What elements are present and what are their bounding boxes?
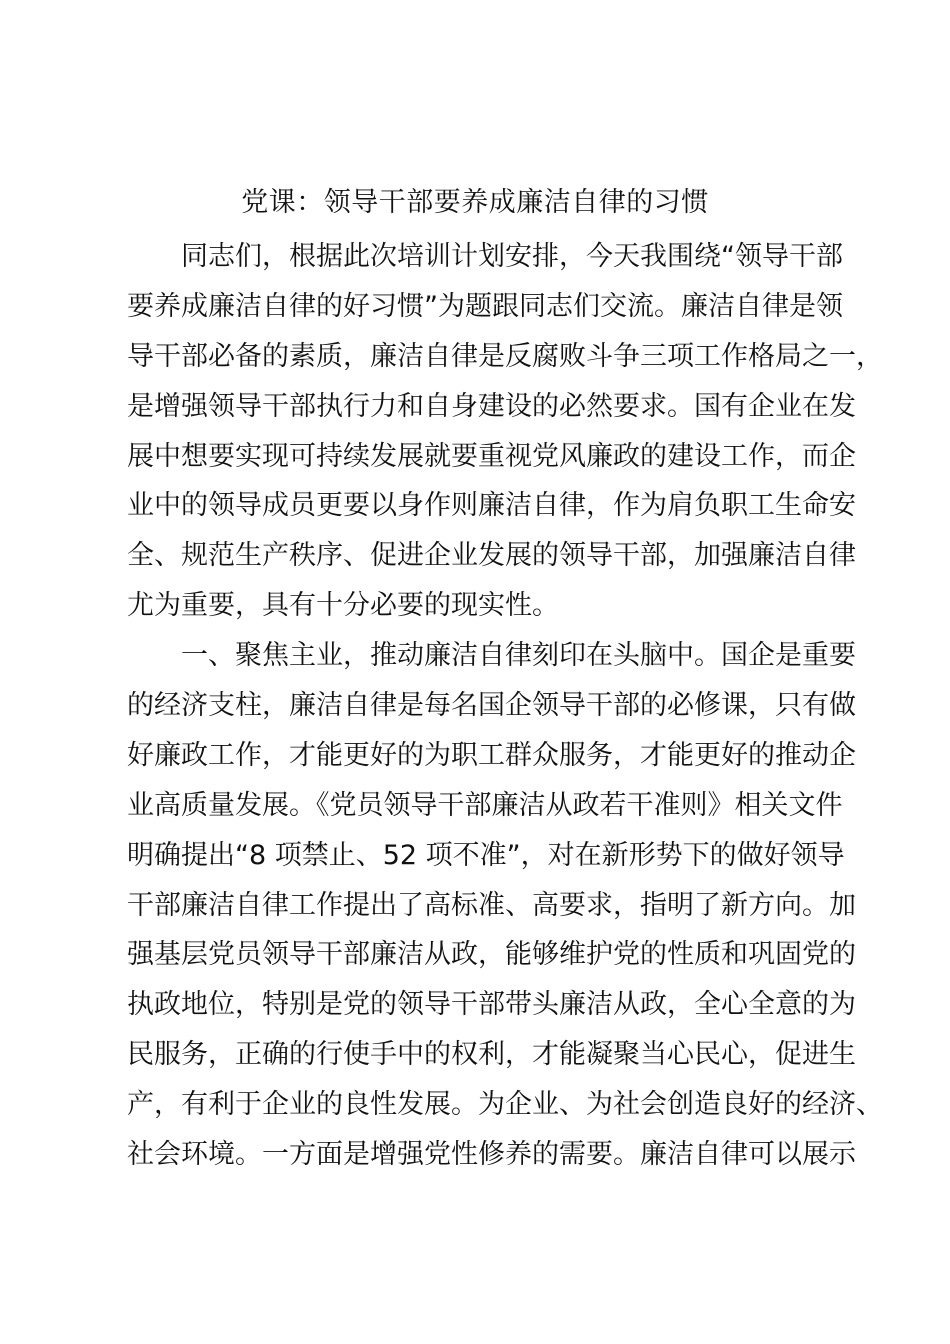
- paragraph-line: 执政地位，特别是党的领导干部带头廉洁从政，全心全意的为: [127, 989, 856, 1021]
- paragraph-line: 展中想要实现可持续发展就要重视党风廉政的建设工作，而企: [127, 440, 856, 472]
- paragraph-line: 尤为重要，具有十分必要的现实性。: [127, 590, 559, 622]
- paragraph-line: 业中的领导成员更要以身作则廉洁自律，作为肩负职工生命安: [127, 490, 856, 522]
- paragraph-line: 业高质量发展。《党员领导干部廉洁从政若干准则》相关文件: [127, 789, 843, 821]
- paragraph-line: 要养成廉洁自律的好习惯”为题跟同志们交流。廉洁自律是领: [127, 290, 843, 322]
- paragraph-line: 民服务，正确的行使手中的权利，才能凝聚当心民心，促进生: [127, 1039, 856, 1071]
- paragraph-line: 是增强领导干部执行力和自身建设的必然要求。国有企业在发: [127, 390, 856, 422]
- paragraph-line: 同志们，根据此次培训计划安排，今天我围绕“领导干部: [181, 241, 843, 272]
- paragraph-line: 社会环境。一方面是增强党性修养的需要。廉洁自律可以展示: [127, 1139, 856, 1171]
- paragraph-line: 一、聚焦主业，推动廉洁自律刻印在头脑中。国企是重要: [181, 640, 856, 672]
- paragraph-line: 的经济支柱，廉洁自律是每名国企领导干部的必修课，只有做: [127, 690, 856, 722]
- paragraph-line: 全、规范生产秩序、促进企业发展的领导干部，加强廉洁自律: [127, 540, 856, 572]
- document-body: [127, 232, 883, 1180]
- paragraph-line: 导干部必备的素质，廉洁自律是反腐败斗争三项工作格局之一，: [127, 340, 883, 372]
- document-title: 党课：领导干部要养成廉洁自律的习惯: [241, 187, 709, 218]
- paragraph-line: 产，有利于企业的良性发展。为企业、为社会创造良好的经济、: [127, 1089, 883, 1121]
- paragraph-line: 干部廉洁自律工作提出了高标准、高要求，指明了新方向。加: [127, 889, 856, 921]
- paragraph-line: 明确提出“8 项禁止、52 项不准”，对在新形势下的做好领导: [127, 839, 845, 871]
- paragraph-line: 好廉政工作，才能更好的为职工群众服务，才能更好的推动企: [127, 739, 856, 771]
- paragraph-line: 强基层党员领导干部廉洁从政，能够维护党的性质和巩固党的: [127, 939, 856, 971]
